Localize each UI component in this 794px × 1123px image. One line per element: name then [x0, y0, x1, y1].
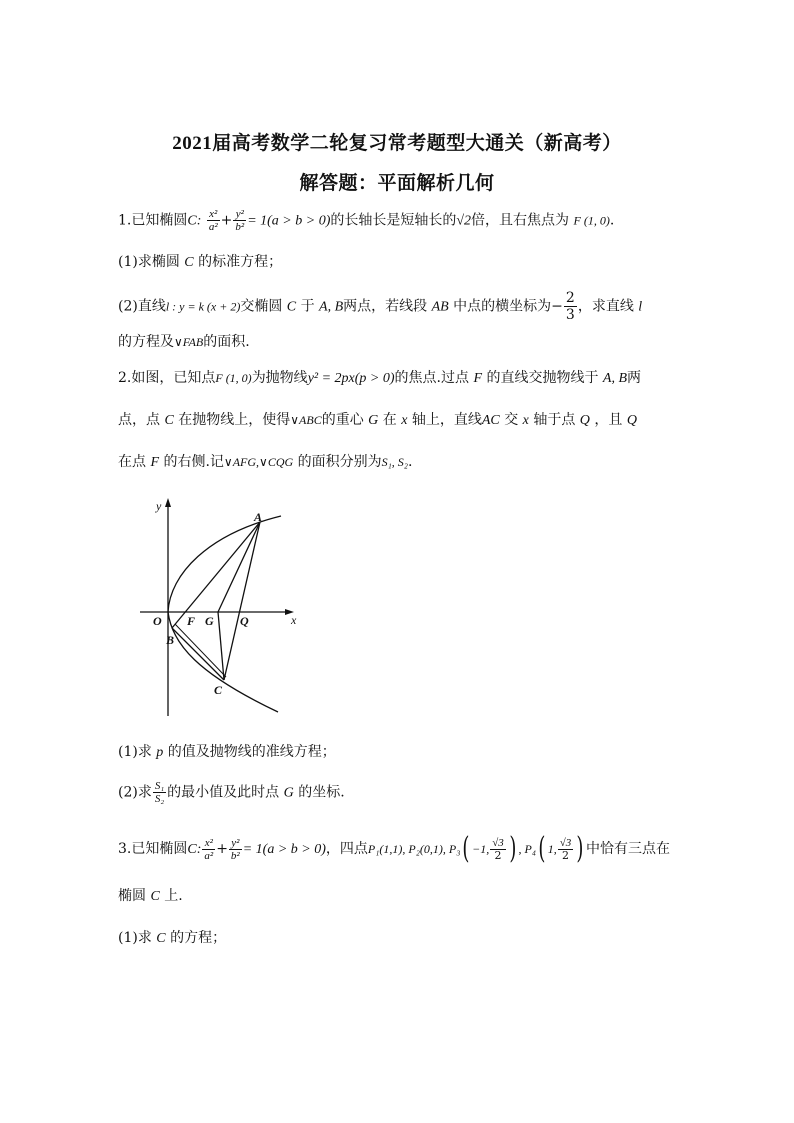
- q2-line-1: 2.如图，已知点F (1, 0)为抛物线y² = 2px(p > 0)的焦点.过点 F 的直线交抛物线于 A, B两: [118, 370, 642, 386]
- fraction-sqrt3-2-b: $\frac{√3}{2}$: [559, 836, 572, 862]
- label-f: F: [187, 614, 196, 628]
- fraction-y2-b2-q3: $\frac{\text{y²}}{\text{b²}}$: [230, 836, 240, 862]
- document-subtitle: 解答题：平面解析几何: [299, 173, 495, 194]
- fraction-x2-a2-q3: $\frac{\text{x²}}{\text{a²}}$: [204, 836, 214, 862]
- q2-part-2: (2)求 $\frac{\text{S₁}}{\text{S₂}}$ 的最小值及此时点 G 的坐标.: [118, 780, 345, 805]
- fraction-sqrt3-2-a: $\frac{√3}{2}$: [492, 836, 504, 862]
- document-title: 2021届高考数学二轮复习常考题型大通关（新高考）: [172, 133, 622, 154]
- q1-line-1: 1.已知椭圆C: $\frac{\text{x²}}{\text{a²}}$ + $\frac{\text{y²}}{\text{b²}}$ = 1(a > b > 0)的长轴长是短轴长的√2倍，且右焦点为 F (1, 0).: [118, 208, 615, 233]
- q1-part-1: (1)求椭圆 C 的标准方程；: [118, 254, 283, 270]
- q2-line-3: 在点 F 的右侧.记∨AFG,∨CQG 的面积分别为S₁, S₂.: [118, 454, 413, 470]
- q3-line-2: 椭圆 C 上.: [118, 888, 183, 904]
- label-g: G: [205, 614, 214, 628]
- segment-bc: [172, 628, 224, 680]
- q1-part-2: (2)直线l : y = k (x + 2)交椭圆 C 于 A, B两点，若线段 AB 中点的横坐标为− $\frac{2}{3}$ ，求直线 l: [118, 290, 643, 323]
- y-axis-arrow: [165, 498, 171, 507]
- fraction-two-thirds: $\frac{2}{3}$: [565, 290, 575, 323]
- label-o: O: [153, 614, 162, 628]
- q3-part-1: (1)求 C 的方程；: [118, 930, 227, 946]
- fraction-x2-a2: $\frac{\text{x²}}{\text{a²}}$: [208, 208, 218, 233]
- segment-ag: [218, 522, 260, 612]
- label-b: B: [166, 633, 175, 647]
- q2-line-2: 点，点 C 在抛物线上，使得∨ABC的重心 G 在 x 轴上，直线AC 交 x 轴于点 Q ，且 Q: [118, 412, 637, 428]
- label-c: C: [214, 683, 223, 697]
- q2-part-1: (1)求 p 的值及抛物线的准线方程；: [118, 744, 336, 760]
- label-x: x: [291, 613, 297, 627]
- label-y: y: [156, 499, 162, 513]
- label-q: Q: [240, 614, 249, 628]
- segment-bc-inner: [175, 624, 226, 677]
- segment-ac: [224, 522, 260, 680]
- fraction-y2-b2: $\frac{\text{y²}}{\text{b²}}$: [235, 208, 245, 233]
- parabola-diagram: [138, 494, 308, 719]
- parabola-figure: [138, 494, 308, 719]
- q3-line-1: 3.已知椭圆C: $\frac{\text{x²}}{\text{a²}}$ + $\frac{\text{y²}}{\text{b²}}$ = 1(a > b > 0)，四点P₁(1,1), P₂(0,1), P₃( −1, $\frac{√3}{2}$ ) , P₄( 1, $\frac{√3}{2}$ ) 中恰有三点在: [118, 831, 670, 866]
- label-a: A: [254, 510, 263, 524]
- q1-part-2-cont: 的方程及∨FAB的面积.: [118, 334, 250, 350]
- fraction-s1-s2: $\frac{\text{S₁}}{\text{S₂}}$: [154, 780, 165, 805]
